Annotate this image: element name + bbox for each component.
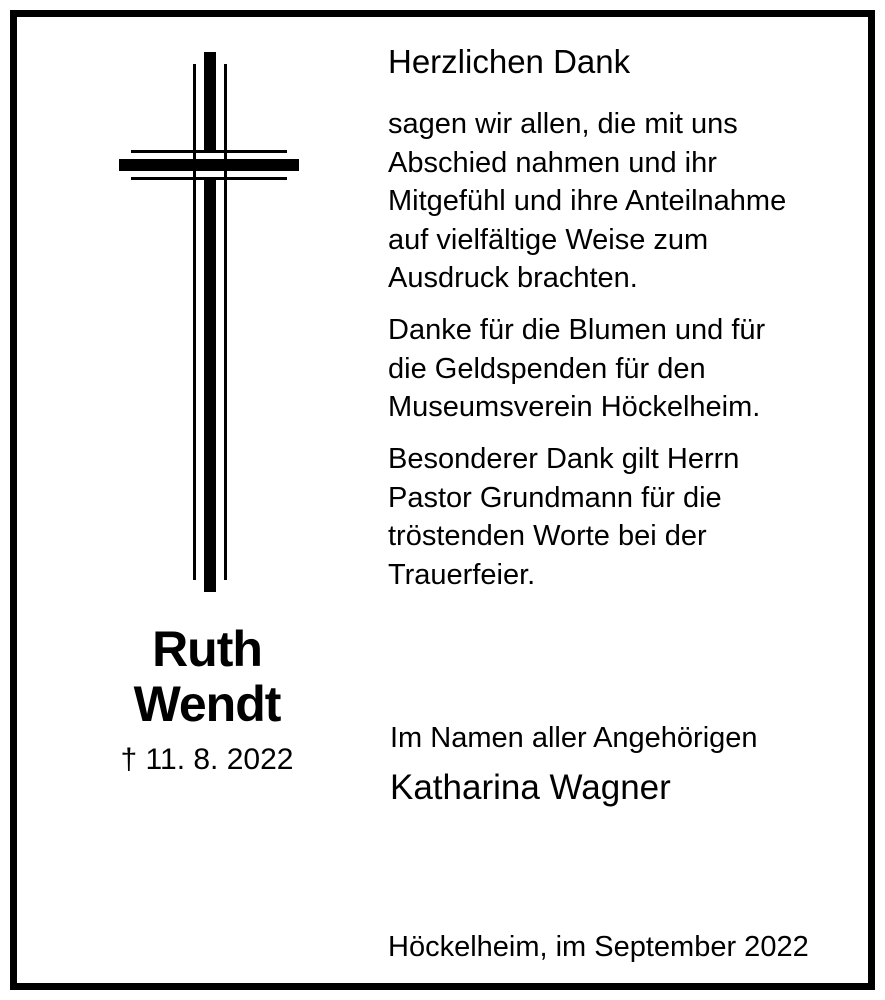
paragraph-line: sagen wir allen, die mit uns (388, 108, 738, 140)
paragraph-line: Trauerfeier. (388, 558, 536, 591)
thanks-paragraph (388, 105, 786, 298)
paragraph-line: Mitgefühl und ihre Anteilnahme (388, 185, 787, 217)
paragraph-line: Ausdruck brachten. (388, 262, 638, 294)
paragraph-line: Danke für die Blumen und für (388, 314, 766, 346)
signer-name: Katharina Wagner (390, 768, 671, 807)
paragraph-line: tröstenden Worte bei der (388, 520, 707, 552)
on-behalf-line: Im Namen aller Angehörigen (390, 722, 758, 754)
flowers-paragraph (388, 311, 765, 427)
special-thanks-paragraph (388, 440, 739, 594)
notice-heading: Herzlichen Dank (388, 43, 631, 80)
cross-icon (119, 52, 299, 592)
paragraph-line: die Geldspenden für den (388, 352, 706, 385)
paragraph-line: Abschied nahmen und ihr (388, 146, 717, 179)
paragraph-line: auf vielfältige Weise zum (388, 223, 709, 256)
deceased-last-name: Wendt (133, 676, 281, 732)
death-date: † 11. 8. 2022 (120, 743, 294, 776)
deceased-first-name: Ruth (152, 621, 262, 677)
obituary-notice (10, 10, 875, 990)
place-and-date: Höckelheim, im September 2022 (388, 931, 809, 963)
paragraph-line: Pastor Grundmann für die (388, 481, 722, 514)
paragraph-line: Besonderer Dank gilt Herrn (388, 443, 740, 475)
paragraph-line: Museumsverein Höckelheim. (388, 391, 761, 423)
